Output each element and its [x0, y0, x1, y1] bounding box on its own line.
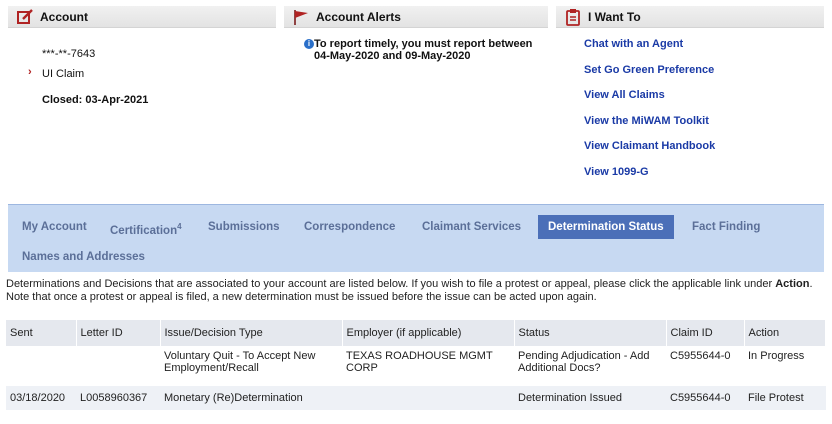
- status-link[interactable]: Pending Adjudication - Add Additional Docs?: [518, 350, 650, 374]
- clipboard-icon: [564, 8, 582, 26]
- iwant-title: I Want To: [588, 10, 641, 24]
- miwam-toolkit-link[interactable]: View the MiWAM Toolkit: [584, 115, 709, 127]
- ui-claim-link[interactable]: UI Claim: [42, 68, 85, 80]
- alerts-title: Account Alerts: [316, 10, 401, 24]
- tab-fact-finding[interactable]: Fact Finding: [692, 221, 761, 233]
- cell-claim-id: C5955644-0: [670, 350, 731, 362]
- file-protest-link[interactable]: File Protest: [744, 386, 826, 410]
- col-letter-id: Letter ID: [76, 320, 160, 346]
- col-issue-type: Issue/Decision Type: [160, 320, 342, 346]
- iwant-panel-header: [556, 6, 824, 28]
- account-panel-header: [8, 6, 276, 28]
- edit-icon: [16, 8, 34, 26]
- cell-letter-id: [76, 346, 160, 386]
- ssn-masked: ***-**-7643: [42, 48, 96, 60]
- table-row: [6, 346, 826, 386]
- cell-employer: [342, 386, 514, 410]
- issue-link[interactable]: Voluntary Quit - To Accept New Employment/Recall: [164, 350, 316, 374]
- tab-determination-status[interactable]: Determination Status: [538, 215, 674, 239]
- determinations-description: Determinations and Decisions that are associated to your account are listed below. If you wish to file a protest or appeal, please click the applicable link under Action. Note that once a protest or appeal is filed, a new determination must be issued before the issue can be acted upon again.: [6, 278, 813, 303]
- cell-status: Determination Issued: [514, 386, 666, 410]
- table-header-row: [6, 320, 826, 346]
- info-icon: i: [304, 39, 314, 49]
- col-claim-id: Claim ID: [666, 320, 744, 346]
- main-nav: [8, 204, 824, 272]
- col-sent: Sent: [6, 320, 76, 346]
- cell-sent: 03/18/2020: [6, 386, 76, 410]
- cell-claim-id: C5955644-0: [666, 386, 744, 410]
- account-title: Account: [40, 10, 88, 24]
- flag-icon: [292, 8, 310, 26]
- table-row: [6, 386, 826, 410]
- certification-badge: 4: [177, 222, 182, 231]
- determinations-table: [6, 320, 826, 410]
- cell-sent: [6, 346, 76, 386]
- col-status: Status: [514, 320, 666, 346]
- col-employer: Employer (if applicable): [342, 320, 514, 346]
- tab-submissions[interactable]: Submissions: [208, 221, 280, 233]
- letter-id-link[interactable]: L0058960367: [76, 386, 160, 410]
- claimant-handbook-link[interactable]: View Claimant Handbook: [584, 140, 716, 152]
- chevron-right-icon[interactable]: ›: [28, 66, 32, 78]
- tab-correspondence[interactable]: Correspondence: [304, 221, 396, 233]
- alert-message: To report timely, you must report between 04-May-2020 and 09-May-2020: [314, 38, 533, 62]
- view-1099g-link[interactable]: View 1099-G: [584, 166, 649, 178]
- cell-issue: Monetary (Re)Determination: [160, 386, 342, 410]
- tab-certification[interactable]: Certification$^4$: [110, 222, 182, 237]
- tab-my-account[interactable]: My Account: [22, 221, 87, 233]
- go-green-link[interactable]: Set Go Green Preference: [584, 64, 715, 76]
- col-action: Action: [744, 320, 826, 346]
- cell-employer: TEXAS ROADHOUSE MGMT CORP: [346, 350, 493, 374]
- tab-names-addresses[interactable]: Names and Addresses: [22, 251, 145, 263]
- claim-closed-date: Closed: 03-Apr-2021: [42, 94, 149, 106]
- chat-agent-link[interactable]: Chat with an Agent: [584, 38, 684, 50]
- alerts-panel-header: [284, 6, 548, 28]
- cell-action: In Progress: [748, 350, 805, 362]
- tab-claimant-services[interactable]: Claimant Services: [422, 221, 522, 233]
- view-claims-link[interactable]: View All Claims: [584, 89, 665, 101]
